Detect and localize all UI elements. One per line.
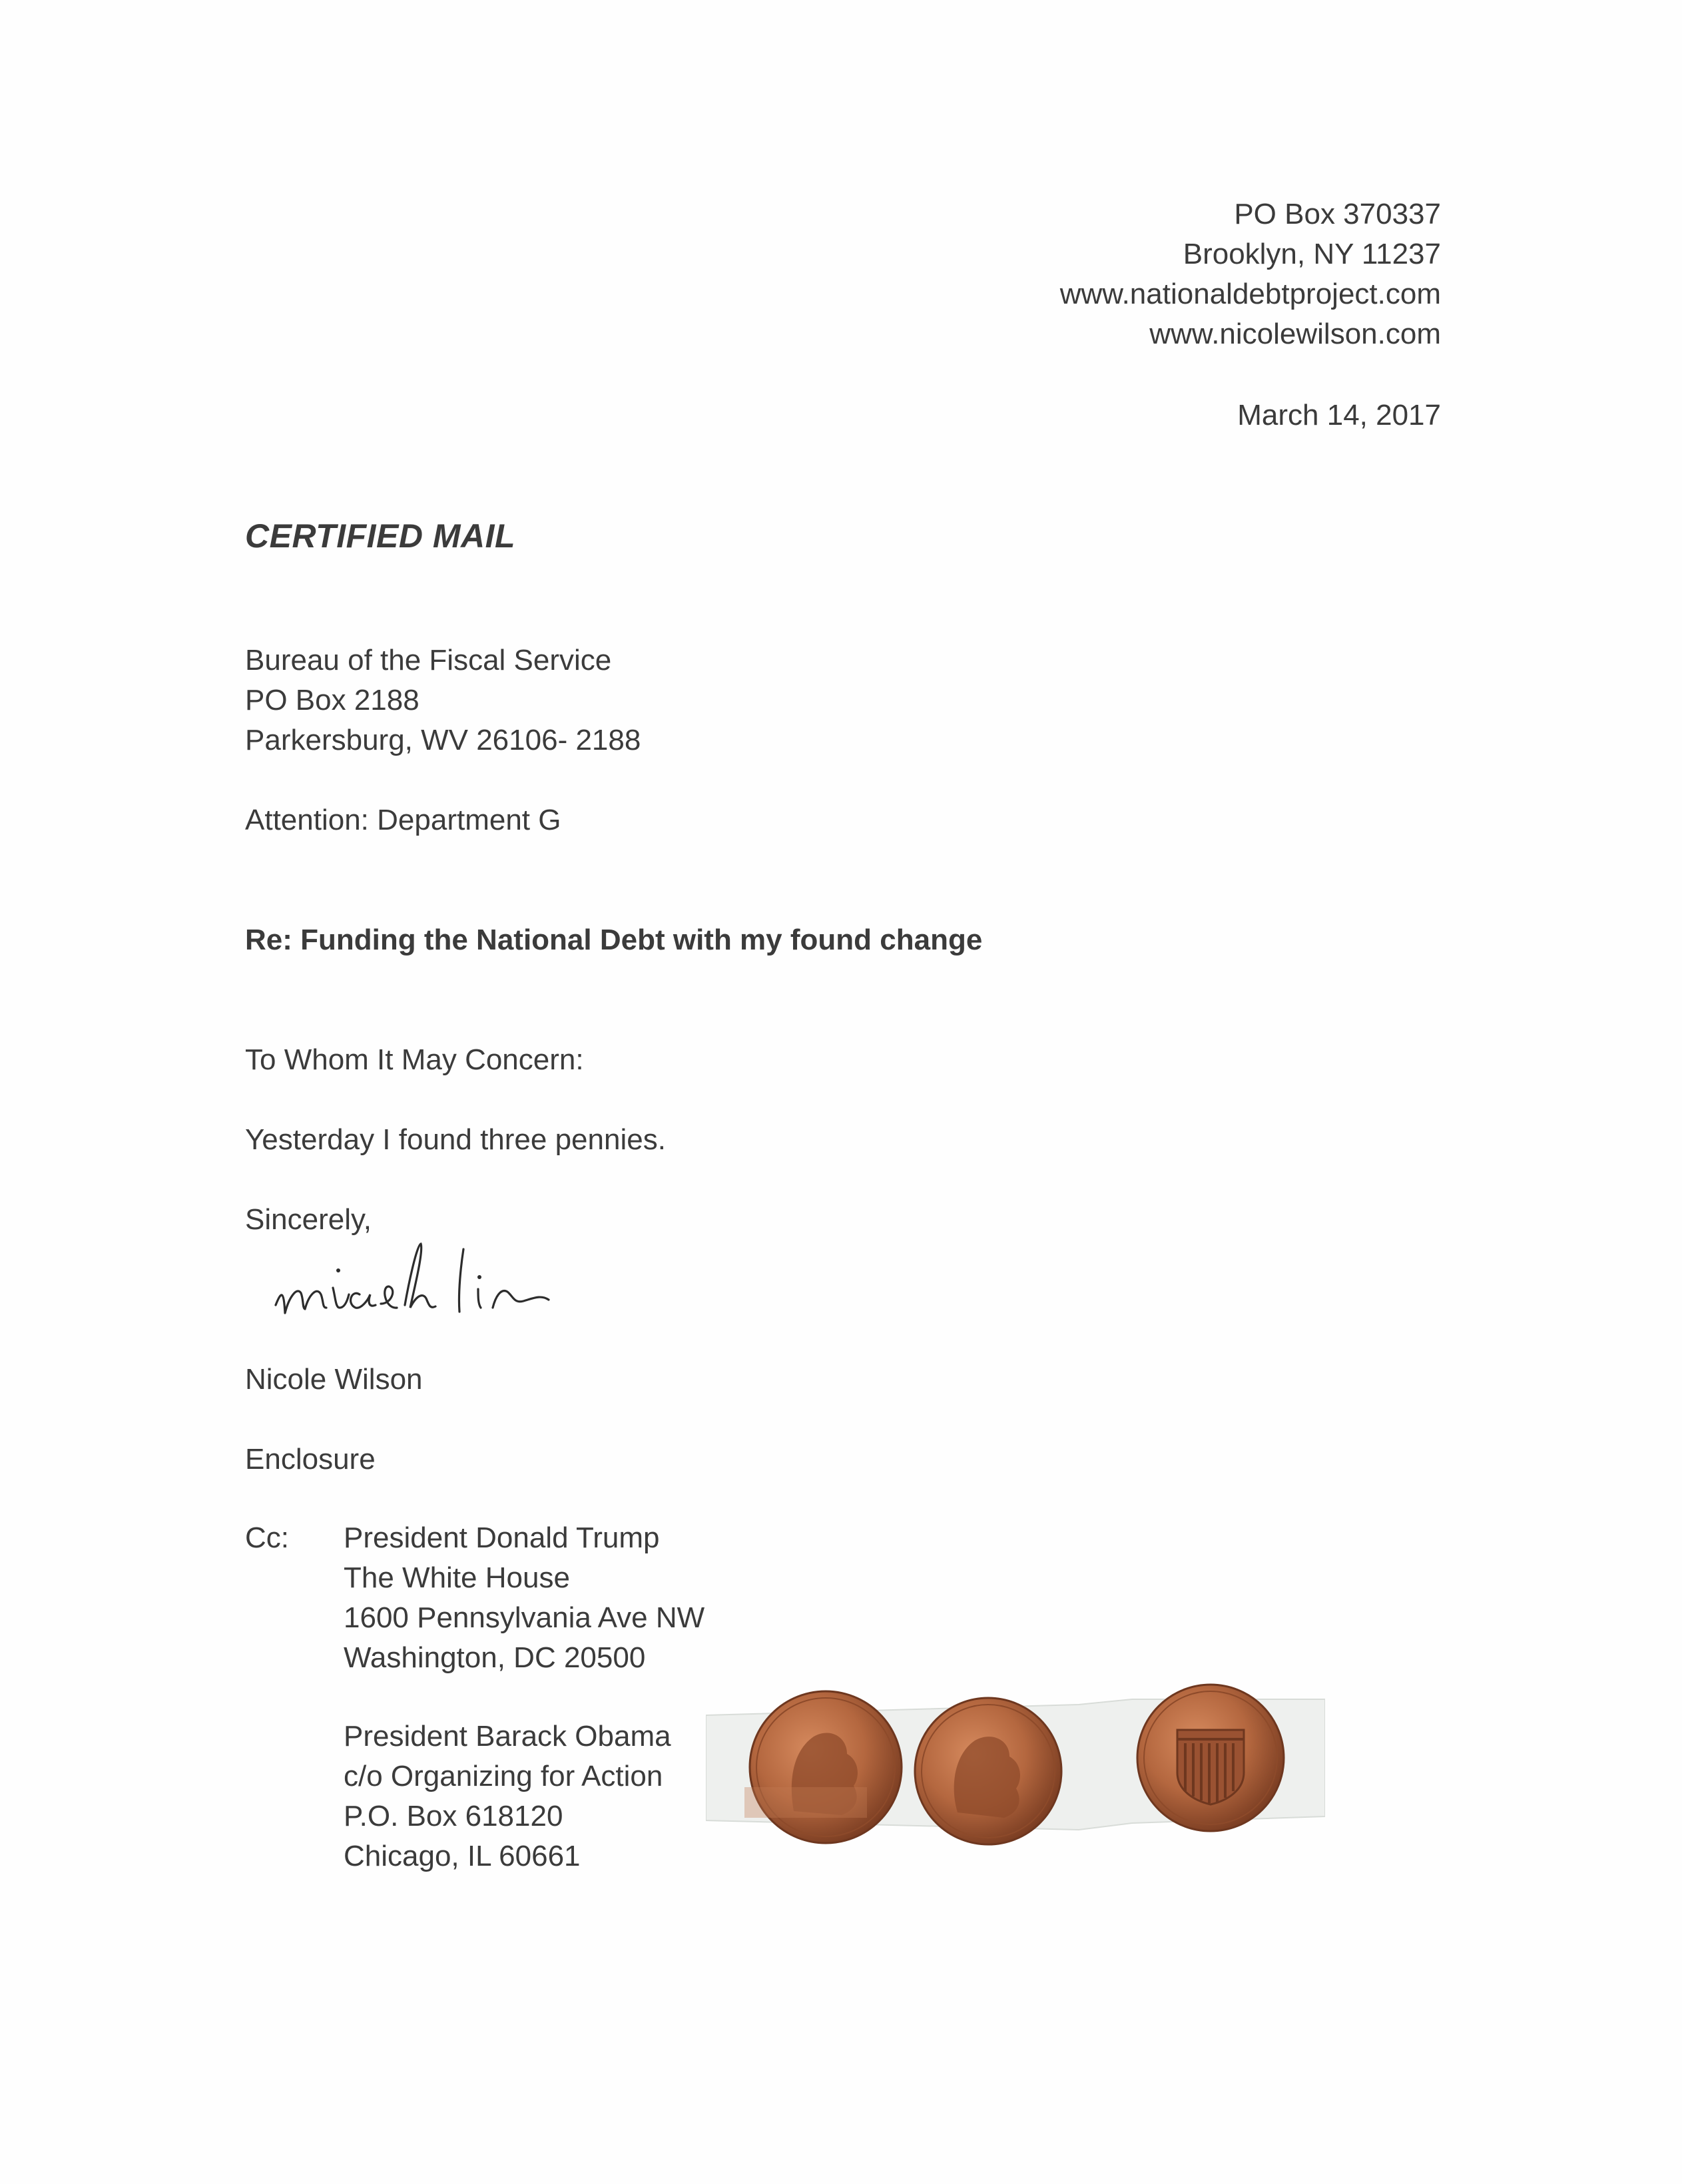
cc-recipient-line: Chicago, IL 60661: [344, 1840, 581, 1872]
attention-line: Attention: Department G: [245, 804, 561, 836]
cc-recipient-line: c/o Organizing for Action: [344, 1760, 663, 1792]
handwritten-signature: [266, 1225, 626, 1345]
cc-recipient-line: 1600 Pennsylvania Ave NW: [344, 1601, 705, 1634]
cc-recipient-line: P.O. Box 618120: [344, 1800, 563, 1832]
subject-line: Re: Funding the National Debt with my found change: [245, 924, 983, 956]
return-address-line: www.nationaldebtproject.com: [1059, 278, 1441, 310]
salutation: To Whom It May Concern:: [245, 1043, 584, 1076]
signer-name: Nicole Wilson: [245, 1363, 423, 1396]
cc-recipient: [344, 1518, 704, 1678]
return-address-line: www.nicolewilson.com: [1149, 318, 1441, 350]
cc-recipient-line: President Donald Trump: [344, 1521, 660, 1554]
recipient-address: [245, 641, 641, 760]
enclosure-note: Enclosure: [245, 1443, 376, 1476]
taped-pennies: [706, 1673, 1325, 1852]
penny-reverse: [1137, 1685, 1284, 1831]
certified-mail-heading: CERTIFIED MAIL: [245, 517, 516, 555]
cc-recipient-line: The White House: [344, 1561, 570, 1594]
recipient-address-line: Bureau of the Fiscal Service: [245, 644, 612, 677]
return-address: [1060, 194, 1441, 354]
cc-recipient-line: President Barack Obama: [344, 1720, 671, 1753]
recipient-address-line: PO Box 2188: [245, 684, 420, 716]
union-shield-icon: [1177, 1730, 1244, 1804]
cc-recipient-line: Washington, DC 20500: [344, 1641, 646, 1674]
return-address-line: PO Box 370337: [1234, 198, 1441, 230]
closing: Sincerely,: [245, 1203, 372, 1236]
cc-label: Cc:: [245, 1521, 289, 1554]
letter-date: March 14, 2017: [1237, 399, 1441, 431]
return-address-line: Brooklyn, NY 11237: [1183, 238, 1441, 270]
recipient-address-line: Parkersburg, WV 26106- 2188: [245, 724, 641, 756]
penny-obverse: [915, 1698, 1061, 1844]
cc-recipient: [344, 1717, 671, 1876]
letter-body: Yesterday I found three pennies.: [245, 1123, 666, 1156]
